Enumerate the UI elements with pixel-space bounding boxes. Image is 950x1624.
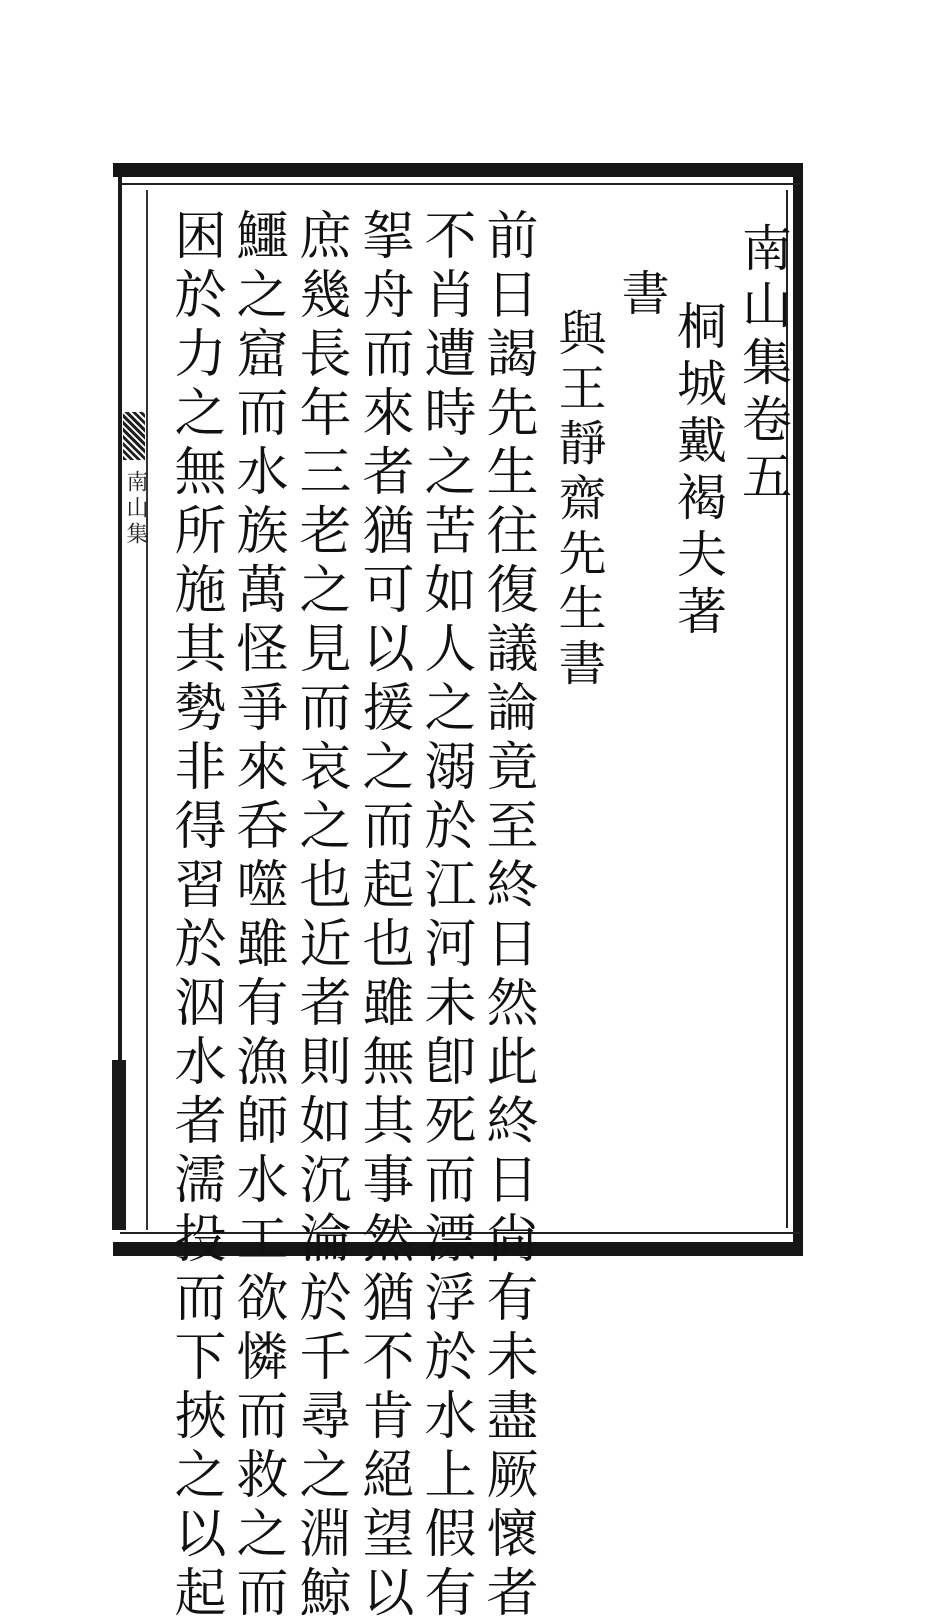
margin-label: 南山集 (123, 470, 148, 548)
volume-title: 南山集卷五 (734, 222, 792, 507)
margin-bottom-bar (112, 1060, 126, 1230)
author-line: 桐城戴褐夫著 (669, 300, 727, 642)
top-rule (120, 183, 800, 185)
margin-inner-rule (146, 190, 148, 1230)
body-column-6: 困於力之無所施其勢非得習於泅水者濡投而下挾之以起 (165, 208, 225, 1624)
fish-tail-mark (123, 412, 145, 460)
section-heading: 書 (613, 268, 669, 323)
body-column-3: 挐舟而來者猶可以援之而起也雖無其事然猶不肯絕望以 (353, 208, 413, 1624)
letter-title: 與王靜齋先生書 (550, 308, 606, 693)
body-column-2: 不肖遭時之苦如人之溺於江河未卽死而漂浮於水上假有 (415, 208, 475, 1624)
body-column-1: 前日謁先生往復議論竟至終日然此終日尙有未盡厥懷者 (477, 208, 537, 1624)
body-column-5: 鱷之窟而水族萬怪爭來呑噬雖有漁師水工欲憐而救之而 (227, 208, 287, 1624)
body-column-4: 庶幾長年三老之見而哀之也近者則如沉淪於千尋之淵鯨 (290, 208, 350, 1624)
